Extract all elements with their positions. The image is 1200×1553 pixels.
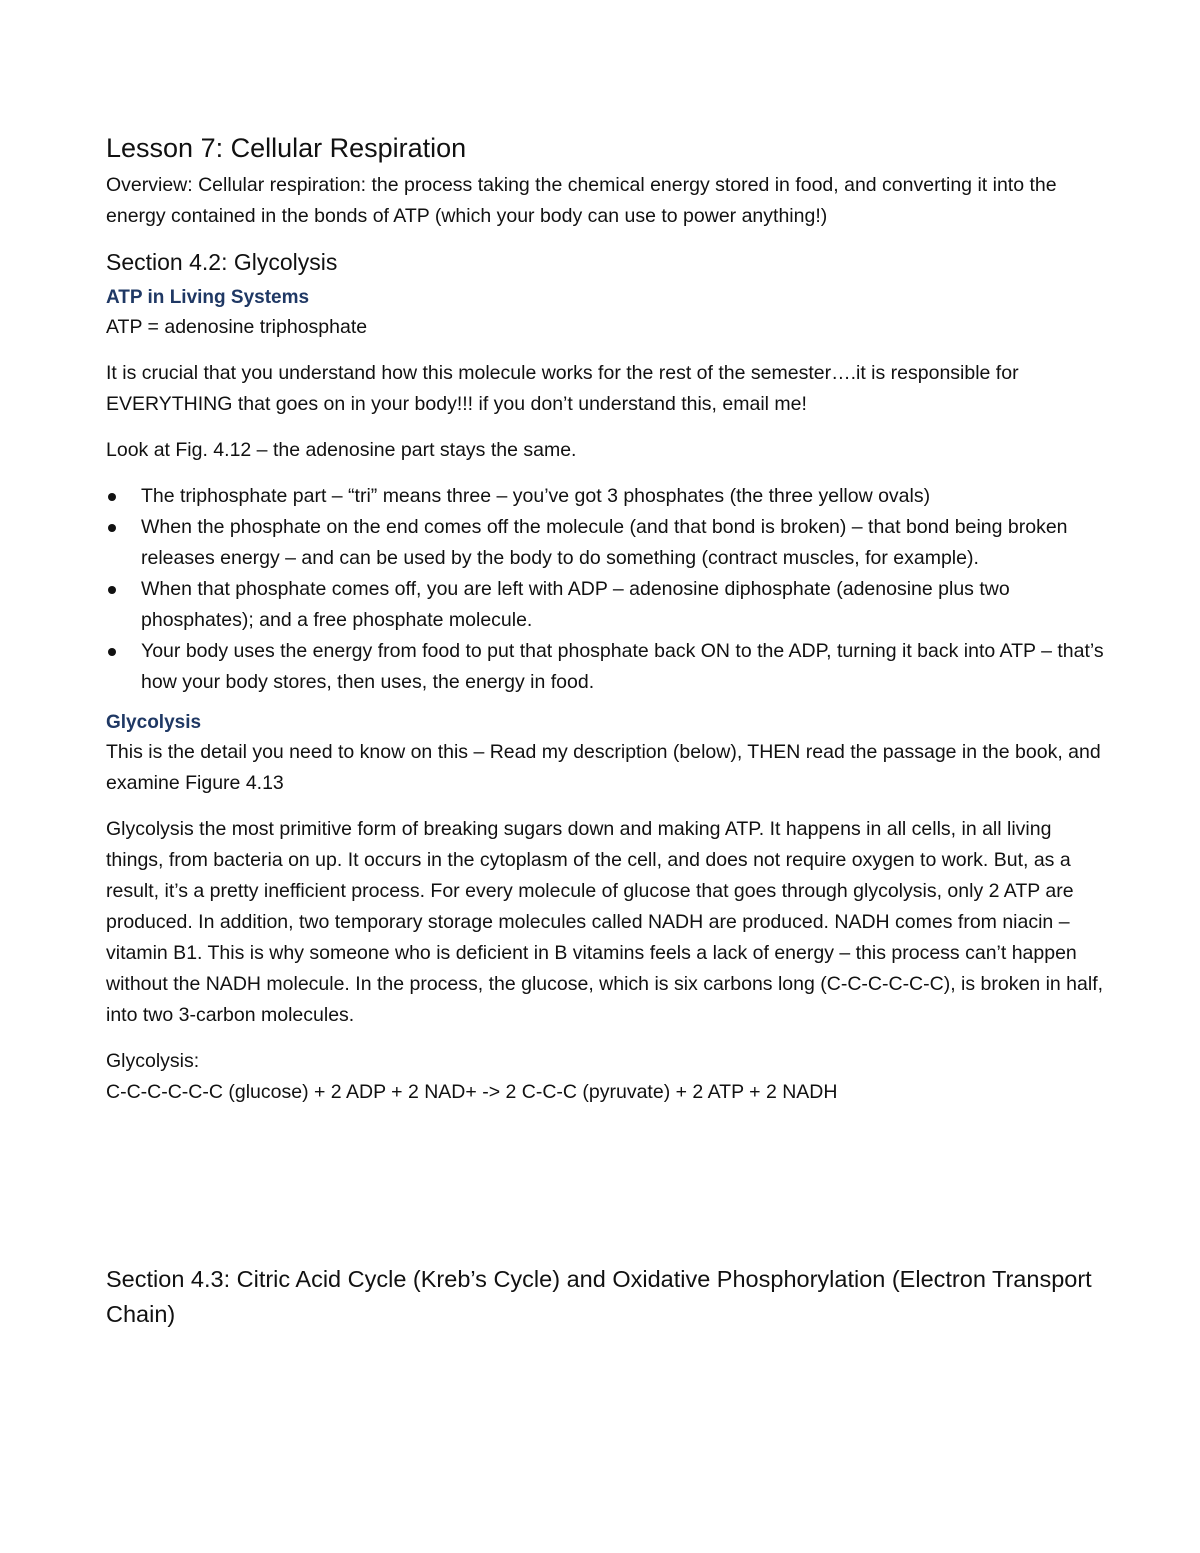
overview-paragraph: Overview: Cellular respiration: the process taking the chemical energy stored in food, and converting it into the energy contained in the bonds of ATP (which your body can use to power anything!): [106, 174, 1057, 227]
section-4-3-heading: Section 4.3: Citric Acid Cycle (Kreb’s Cycle) and Oxidative Phosphorylation (Electron Transport Chain): [106, 1266, 1092, 1327]
atp-definition: ATP = adenosine triphosphate: [106, 316, 368, 338]
section-4-2-heading: Section 4.2: Glycolysis: [106, 249, 338, 275]
bullet-text: Your body uses the energy from food to put that phosphate back ON to the ADP, turning it back into ATP – that’s how your body stores, then uses, the energy in food.: [141, 640, 1104, 693]
bullet-icon: [108, 586, 116, 594]
glycolysis-subheading: Glycolysis: [106, 712, 202, 733]
bullet-icon: [108, 524, 116, 532]
bullet-icon: [108, 493, 116, 501]
list-item: [106, 481, 1106, 512]
bullet-text: When the phosphate on the end comes off the molecule (and that bond is broken) – that bond being broken releases energy – and can be used by the body to do something (contract muscles, for example).: [141, 516, 1068, 569]
blank-space: [106, 1108, 1106, 1262]
look-at-figure-paragraph: Look at Fig. 4.12 – the adenosine part stays the same.: [106, 439, 577, 461]
bullet-icon: [108, 648, 116, 656]
bullet-text: When that phosphate comes off, you are left with ADP – adenosine diphosphate (adenosine plus two phosphates); and a free phosphate molecule.: [141, 578, 1010, 631]
crucial-paragraph: It is crucial that you understand how this molecule works for the rest of the semester….it is responsible for EVERYTHING that goes on in your body!!! if you don’t understand this, email me!: [106, 362, 1019, 415]
bullet-text: The triphosphate part – “tri” means three – you’ve got 3 phosphates (the three yellow ovals): [141, 485, 931, 507]
atp-bullet-list: [106, 481, 1106, 698]
list-item: [106, 574, 1106, 636]
list-item: [106, 636, 1106, 698]
glycolysis-body: Glycolysis the most primitive form of breaking sugars down and making ATP. It happens in all cells, in all living things, from bacteria on up. It occurs in the cytoplasm of the cell, and does not require oxygen to work. But, as a result, it’s a pretty inefficient process. For every molecule of glucose that goes through glycolysis, only 2 ATP are produced. In addition, two temporary storage molecules called NADH are produced. NADH comes from niacin – vitamin B1. This is why someone who is deficient in B vitamins feels a lack of energy – this process can’t happen without the NADH molecule. In the process, the glucose, which is six carbons long (C-C-C-C-C-C), is broken in half, into two 3-carbon molecules.: [106, 818, 1104, 1026]
document-page: [106, 130, 1106, 1338]
equation-label: Glycolysis:: [106, 1050, 200, 1072]
glycolysis-intro: This is the detail you need to know on this – Read my description (below), THEN read the passage in the book, and examine Figure 4.13: [106, 741, 1101, 794]
lesson-title: Lesson 7: Cellular Respiration: [106, 133, 467, 163]
atp-subheading: ATP in Living Systems: [106, 287, 310, 308]
glycolysis-equation: C-C-C-C-C-C (glucose) + 2 ADP + 2 NAD+ -> 2 C-C-C (pyruvate) + 2 ATP + 2 NADH: [106, 1081, 838, 1103]
list-item: [106, 512, 1106, 574]
